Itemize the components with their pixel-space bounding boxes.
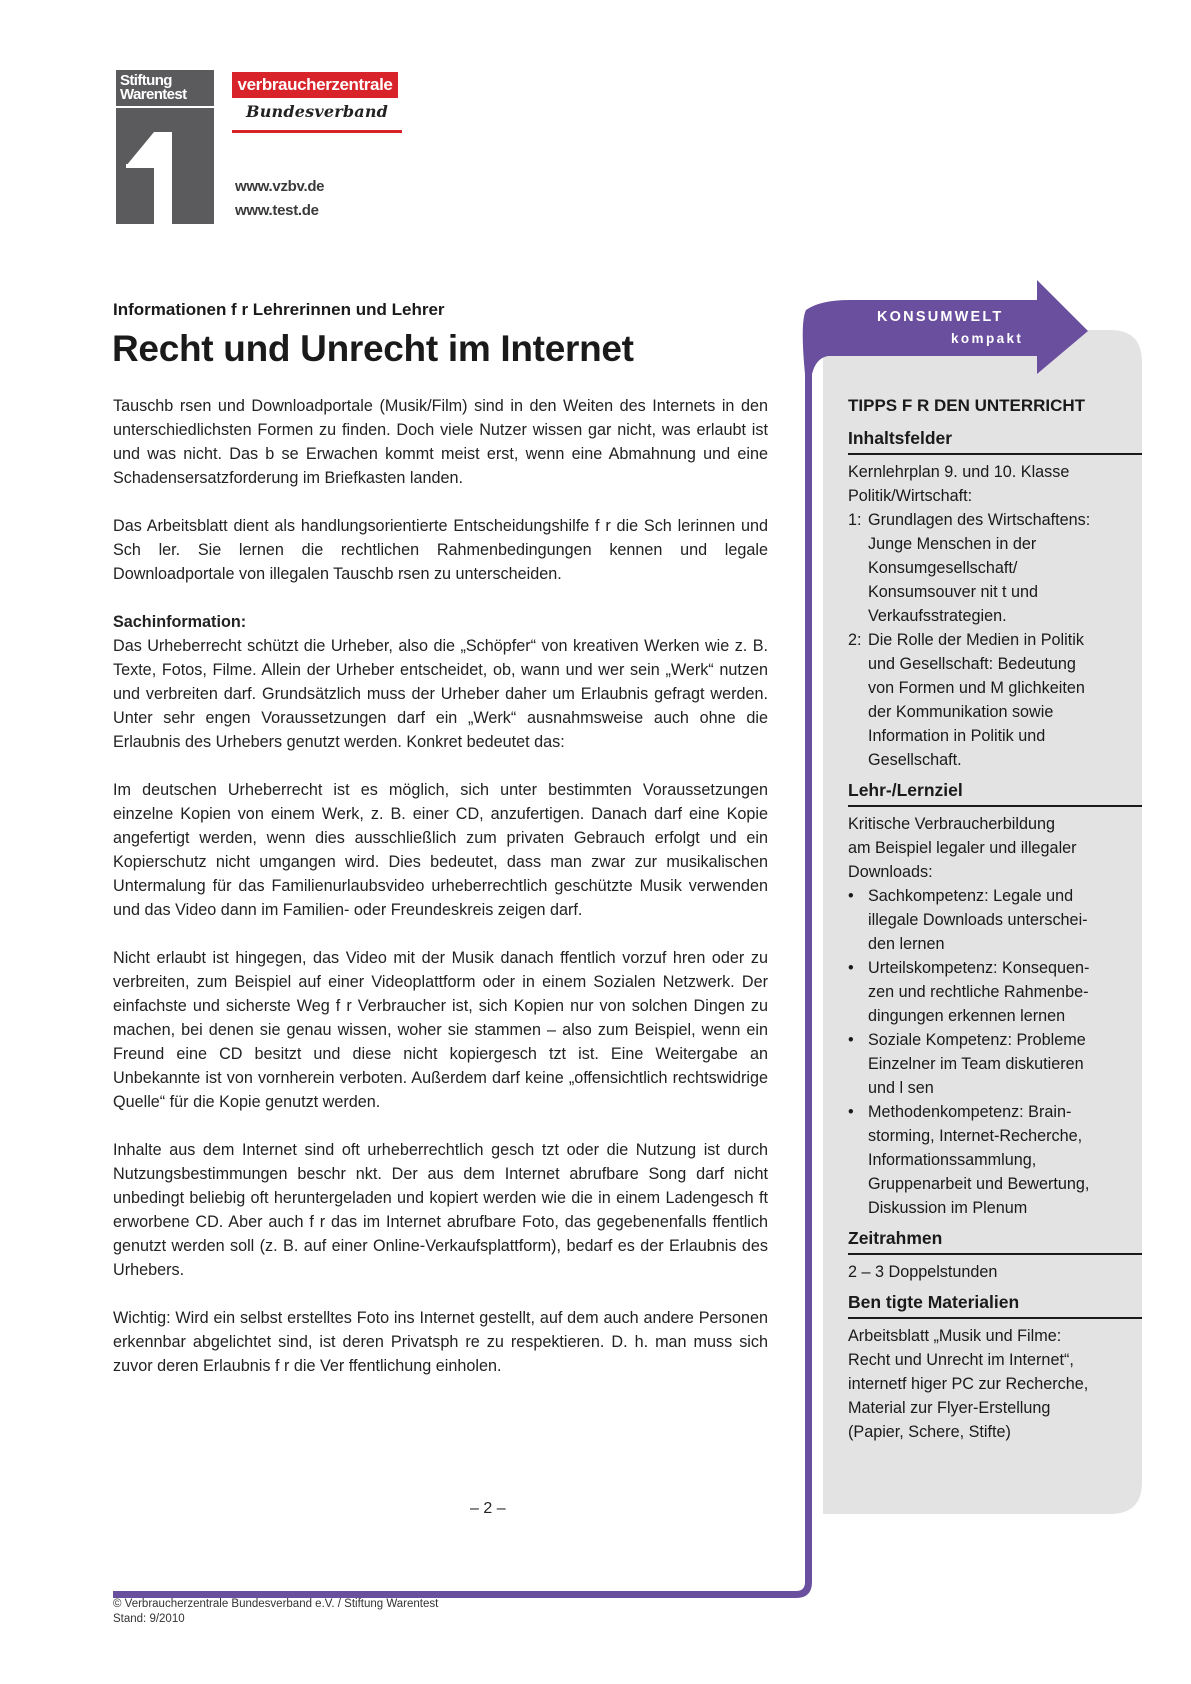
footer-stand: Stand: 9/2010 xyxy=(113,1613,185,1625)
lernziel-list xyxy=(848,884,1142,1220)
list-line: Gesellschaft. xyxy=(868,751,962,769)
list-line: dingungen erkennen lernen xyxy=(868,1007,1066,1025)
list-item xyxy=(848,628,1142,772)
sachinfo-paragraph: Das Urheberrecht schützt die Urheber, also die „Schöpfer“ von kreativen Werken wie z. B. Texte, Fotos, Filme. Allein der Urheber entscheidet, ob, wann und wer sein „Werk“ nutzen und verbreiten darf. Grundsätzlich muss der Urheber daher um Erlaubnis gefragt werden. Unter sehr engen Voraussetzungen darf ein „Werk“ ausnahmsweise auch ohne die Erlaubnis des Urhebers genutzt werden. Konkret bedeutet das: xyxy=(113,637,768,751)
list-line: Gruppenarbeit und Bewertung, xyxy=(868,1175,1090,1193)
lernziel-intro-line: am Beispiel legaler und illegaler xyxy=(848,839,1077,857)
zeitrahmen-text: 2 – 3 Doppelstunden xyxy=(848,1263,998,1281)
vz-logo-text: verbraucherzentrale xyxy=(232,72,398,98)
zeitrahmen-body xyxy=(848,1255,1142,1292)
bullet-icon: • xyxy=(848,1103,854,1121)
inhaltsfelder-intro-line: Politik/Wirtschaft: xyxy=(848,487,973,505)
materialien-body xyxy=(848,1319,1142,1452)
page-subtitle: Informationen f r Lehrerinnen und Lehrer xyxy=(113,300,445,319)
kompakt-badge: kompakt xyxy=(951,331,1024,346)
intro-paragraph: Tauschb rsen und Downloadportale (Musik/Film) sind in den Weiten des Internets in den unterschiedlichsten Formen zu finden. Doch viele Nutzer wissen gar nicht, was erlaubt ist und was nicht. Das b se Erwachen kommt meist erst, wenn eine Abmahnung und eine Schadensersatzforderung im Briefkasten landen. xyxy=(113,397,768,487)
list-line: illegale Downloads unterschei- xyxy=(868,911,1088,929)
inhaltsfelder-heading: Inhaltsfelder xyxy=(848,428,1142,455)
sachinfo-paragraph: Inhalte aus dem Internet sind oft urheberrechtlich gesch tzt oder die Nutzung ist durch Nutzungsbestimmungen beschr nkt. Der aus dem Internet abrufbare Song darf nicht unbedingt beliebig oft heruntergeladen und kopiert werden wie die in einem Ladengesch ft erworbene CD. Aber auch f r das im Internet abrufbare Foto, das gegebenenfalls ffentlich genutzt werden soll (z. B. auf einer Online-Verkaufsplattform), bedarf es der Erlaubnis des Urhebers. xyxy=(113,1141,768,1279)
inhaltsfelder-body xyxy=(848,455,1142,780)
materialien-line: Arbeitsblatt „Musik und Filme: xyxy=(848,1327,1062,1345)
list-line: und l sen xyxy=(868,1079,934,1097)
materialien-heading: Ben tigte Materialien xyxy=(848,1292,1142,1319)
zeitrahmen-heading: Zeitrahmen xyxy=(848,1228,1142,1255)
list-marker: 1: xyxy=(848,511,862,529)
list-line: Informationssammlung, xyxy=(868,1151,1037,1169)
list-line: der Kommunikation sowie xyxy=(868,703,1054,721)
sachinfo-paragraph: Nicht erlaubt ist hingegen, das Video mit der Musik danach ffentlich vorzuf hren oder zu verbreiten, zum Beispiel auf einer Videoplattform oder in einem Sozialen Netzwerk. Der einfachste und sicherste Weg f r Verbraucher ist, sich Kopien nur von solchen Dingen zu machen, bei denen sie genau wissen, woher sie stammen – also zum Beispiel, wenn ein Freund eine CD besitzt und diese nicht kopiergesch tzt ist. Eine Weitergabe an Unbekannte ist von vornherein verboten. Außerdem darf keine „offensichtlich rechtswidrige Quelle“ für die Kopie genutzt werden. xyxy=(113,949,768,1111)
sachinfo-heading: Sachinformation: xyxy=(113,613,247,631)
list-line: von Formen und M glichkeiten xyxy=(868,679,1085,697)
materialien-line: internetf higer PC zur Recherche, xyxy=(848,1375,1089,1393)
vz-logo-script: Bundesverband xyxy=(246,102,389,121)
list-line: Grundlagen des Wirtschaftens: xyxy=(868,511,1091,529)
materialien-line: Recht und Unrecht im Internet“, xyxy=(848,1351,1074,1369)
list-line: Konsumgesellschaft/ xyxy=(868,559,1018,577)
lernziel-heading: Lehr-/Lernziel xyxy=(848,780,1142,807)
list-line: Urteilskompetenz: Konsequen- xyxy=(868,959,1090,977)
list-item xyxy=(848,1028,1142,1100)
url-test[interactable]: www.test.de xyxy=(235,202,319,219)
list-line: Soziale Kompetenz: Probleme xyxy=(868,1031,1086,1049)
list-line: Diskussion im Plenum xyxy=(868,1199,1028,1217)
inhaltsfelder-intro-line: Kernlehrplan 9. und 10. Klasse xyxy=(848,463,1070,481)
list-line: Verkaufsstrategien. xyxy=(868,607,1007,625)
list-item xyxy=(848,956,1142,1028)
materialien-line: Material zur Flyer-Erstellung xyxy=(848,1399,1051,1417)
lernziel-intro-line: Kritische Verbraucherbildung xyxy=(848,815,1055,833)
bullet-icon: • xyxy=(848,1031,854,1049)
list-marker: 2: xyxy=(848,631,862,649)
sidebar-heading: TIPPS F R DEN UNTERRICHT xyxy=(848,396,1086,415)
materialien-line: (Papier, Schere, Stifte) xyxy=(848,1423,1011,1441)
inhaltsfelder-list xyxy=(848,508,1142,772)
page-title: Recht und Unrecht im Internet xyxy=(112,328,634,369)
intro-paragraph: Das Arbeitsblatt dient als handlungsorientierte Entscheidungshilfe f r die Sch lerinnen und Sch ler. Sie lernen die rechtlichen Rahmenbedingungen kennen und legale Downloadportale von illegalen Tauschb rsen zu unterscheiden. xyxy=(113,517,768,583)
sachinfo-paragraph: Im deutschen Urheberrecht ist es möglich, sich unter bestimmten Voraussetzungen einzelne Kopien von einem Werk, z. B. einer CD, anzufertigen. Danach darf eine Kopie angefertigt werden, wenn dies ausschließlich zum privaten Gebrauch erfolgt und ein Kopierschutz nicht umgangen wird. Dies bedeutet, dass man zwar zur musikalischen Untermalung für das Familienurlaubsvideo urheberrechtlich geschützte Musik verwenden und das Video dann im Familien- oder Freundeskreis zeigen darf. xyxy=(113,781,768,919)
list-line: Konsumsouver nit t und xyxy=(868,583,1039,601)
list-line: zen und rechtliche Rahmenbe- xyxy=(868,983,1089,1001)
list-item xyxy=(848,1100,1142,1220)
url-vzbv[interactable]: www.vzbv.de xyxy=(235,178,325,195)
sidebar-content xyxy=(848,396,1142,1452)
list-line: Methodenkompetenz: Brain- xyxy=(868,1103,1072,1121)
footer-copyright: © Verbraucherzentrale Bundesverband e.V. / Stiftung Warentest xyxy=(113,1598,439,1610)
bullet-icon: • xyxy=(848,959,854,977)
list-line: und Gesellschaft: Bedeutung xyxy=(868,655,1076,673)
lernziel-body xyxy=(848,807,1142,1228)
bullet-icon: • xyxy=(848,887,854,905)
list-line: Sachkompetenz: Legale und xyxy=(868,887,1074,905)
list-line: den lernen xyxy=(868,935,945,953)
lernziel-intro-line: Downloads: xyxy=(848,863,933,881)
page-number: – 2 – xyxy=(470,1500,506,1517)
sidebar-gap xyxy=(812,374,823,1514)
list-line: Die Rolle der Medien in Politik xyxy=(868,631,1084,649)
sachinfo-paragraph: Wichtig: Wird ein selbst erstelltes Foto ins Internet gestellt, auf dem auch andere Personen erkennbar abgelichtet sind, ist deren Privatsph re zu respektieren. D. h. man muss sich zuvor deren Erlaubnis f r die Ver ffentlichung einholen. xyxy=(113,1309,768,1375)
list-line: Information in Politik und xyxy=(868,727,1046,745)
konsumwelt-badge: KONSUMWELT xyxy=(877,309,1004,325)
list-item xyxy=(848,884,1142,956)
list-line: storming, Internet-Recherche, xyxy=(868,1127,1083,1145)
stiftung-logo-text: Stiftung Warentest xyxy=(120,72,187,103)
list-line: Junge Menschen in der xyxy=(868,535,1037,553)
list-item xyxy=(848,508,1142,628)
list-line: Einzelner im Team diskutieren xyxy=(868,1055,1084,1073)
